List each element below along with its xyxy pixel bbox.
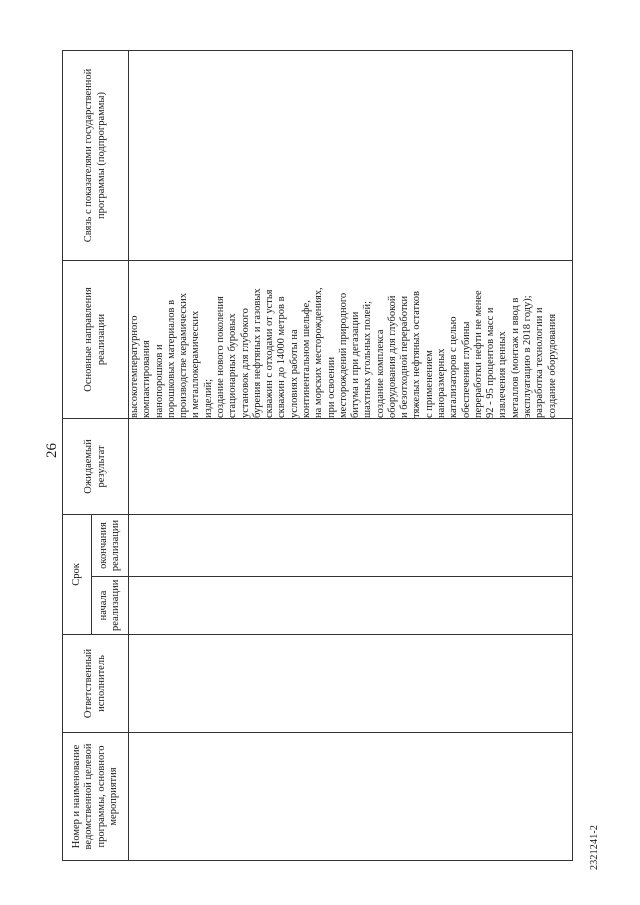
main-directions-line: с применением (423, 350, 435, 418)
main-directions-line: компактирования (141, 340, 153, 418)
main-directions-line: наноразмерных (436, 348, 448, 418)
main-directions-line: обеспечения глубины (460, 321, 472, 418)
cell-term-end (129, 514, 573, 576)
main-directions-line: 92 - 95 процентов масс и (485, 307, 497, 418)
main-directions-line: тяжелых нефтяных остатков (411, 291, 423, 418)
cell-number-and-name (129, 733, 573, 861)
main-directions-line: и металлокерамических (190, 310, 202, 418)
main-directions-line: порошковых материалов в (165, 299, 177, 418)
main-directions-line: производстве керамических (178, 292, 190, 418)
header-link-with-indicators: Связь с показателями государственной программы (подпрограммы) (63, 50, 129, 260)
main-directions-line: установок для глубокого (239, 308, 251, 418)
main-directions-line: и безотходной переработки (399, 295, 411, 418)
main-directions-line: создание оборудования (546, 313, 558, 418)
header-number-and-name: Номер и наименование ведомственной целевой программы, основного мероприятия (63, 733, 129, 861)
main-directions-line: разработка технологии и (534, 307, 546, 418)
main-directions-line: катализаторов с целью (448, 316, 460, 418)
main-directions-line: при освоении (325, 356, 337, 418)
main-directions-line: скважин с отходами от устья (264, 289, 276, 418)
main-directions-line: нанопорошков и (153, 344, 165, 418)
main-directions-line: создание нового поколения (214, 296, 226, 418)
header-term-start: начала реализации (92, 577, 129, 635)
main-directions-text (129, 261, 559, 418)
main-directions-line: высокотемпературного (129, 315, 140, 418)
main-directions-line: условиях работы на (288, 329, 300, 418)
cell-responsible (129, 635, 573, 733)
main-directions-line: стационарных буровых (227, 313, 239, 418)
document-code: 2321241-2 (589, 824, 600, 870)
cell-term-start (129, 577, 573, 635)
main-directions-line: металлов (монтаж и ввод в (509, 297, 521, 418)
main-directions-line: переработки нефти не менее (472, 290, 484, 418)
main-directions-line: битума и при дегазации (350, 311, 362, 418)
main-directions-line: шахтных угольных полей; (362, 300, 374, 418)
main-directions-line: бурения нефтяных и газовых (251, 288, 263, 418)
program-measures-table (62, 50, 573, 861)
main-directions-line: создание комплекса (374, 329, 386, 418)
main-directions-line: эксплуатацию в 2018 году); (522, 295, 533, 418)
cell-main-directions (129, 260, 573, 418)
main-directions-line: извлечения ценных (497, 331, 509, 418)
main-directions-line: изделий; (202, 379, 214, 418)
header-main-directions: Основные направления реализации (63, 260, 129, 418)
main-directions-line: скважин до 14000 метров в (276, 296, 288, 418)
header-term-end: окончания реализации (92, 514, 129, 576)
header-expected-result: Ожидаемый результат (63, 418, 129, 514)
header-responsible: Ответственный исполнитель (63, 635, 129, 733)
page-number: 26 (44, 443, 60, 458)
main-directions-line: месторождений природного (337, 292, 349, 418)
cell-expected-result (129, 418, 573, 514)
main-directions-line: оборудования для глубокой (386, 295, 398, 418)
table-header-row (63, 50, 92, 860)
table-row (129, 50, 573, 860)
main-directions-line: континентальном шельфе, (300, 300, 312, 418)
header-term: Срок (63, 514, 92, 634)
main-directions-line: на морских месторождениях, (313, 287, 325, 418)
cell-link-with-indicators (129, 50, 573, 260)
